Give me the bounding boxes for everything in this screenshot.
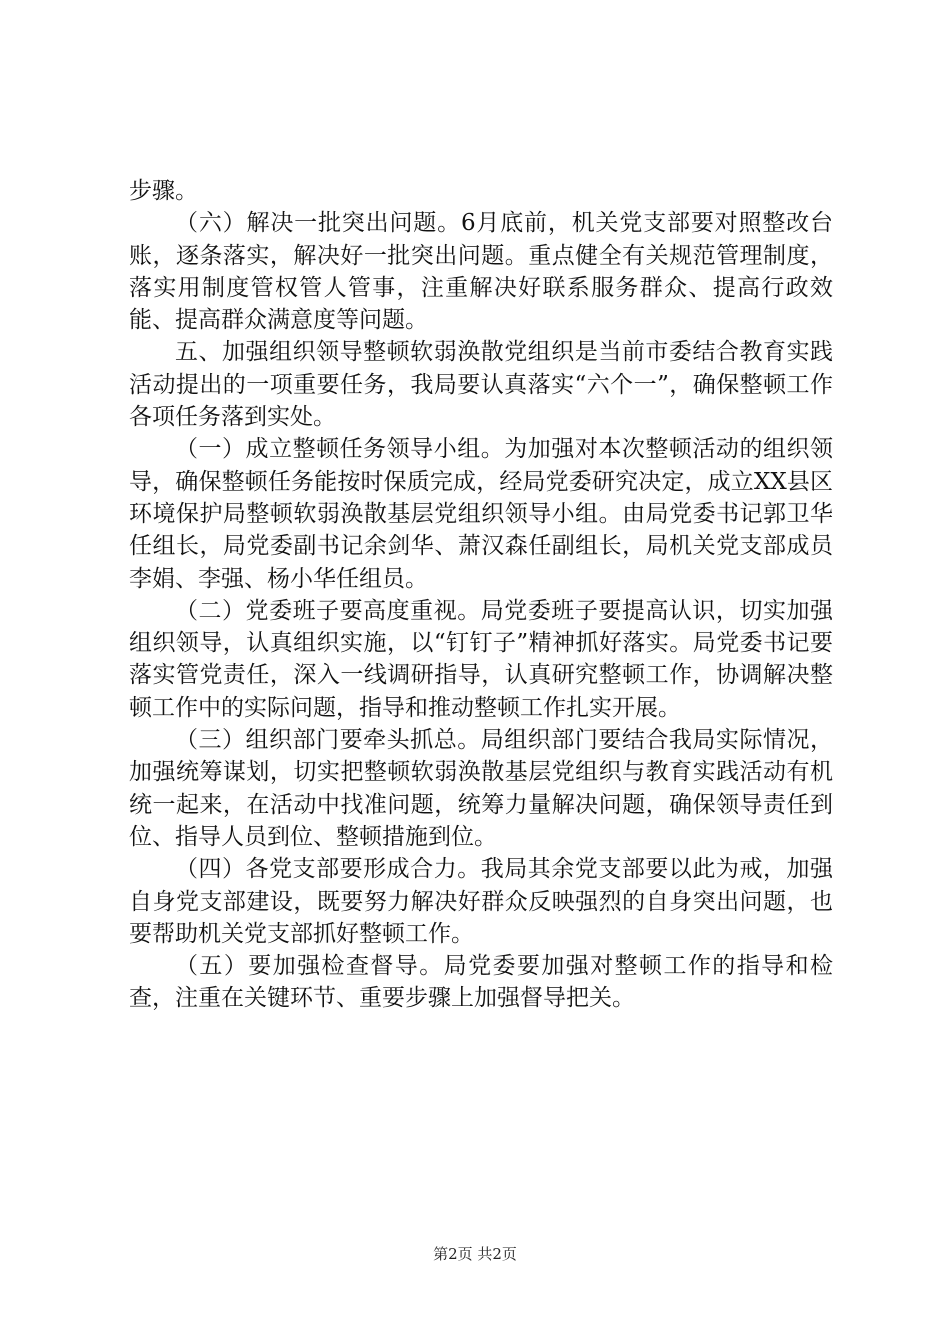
paragraph-item-5: （五）要加强检查督导。局党委要加强对整顿工作的指导和检查，注重在关键环节、重要步骤上加强督导把关。 xyxy=(129,953,833,1012)
section-heading-5: 五、加强组织领导整顿软弱涣散党组织是当前市委结合教育实践活动提出的一项重要任务，我局要认真落实“六个一”，确保整顿工作各项任务落到实处。 xyxy=(129,339,833,431)
page-footer xyxy=(0,1244,950,1264)
paragraph-item-1: （一）成立整顿任务领导小组。为加强对本次整顿活动的组织领导，确保整顿任务能按时保质完成，经局党委研究决定，成立XX县区环境保护局整顿软弱涣散基层党组织领导小组。由局党委书记郭卫华任组长，局党委副书记余剑华、萧汉森任副组长，局机关党支部成员李娟、李强、杨小华任组员。 xyxy=(129,436,833,592)
paragraph-item-3: （三）组织部门要牵头抓总。局组织部门要结合我局实际情况，加强统筹谋划，切实把整顿软弱涣散基层党组织与教育实践活动有机统一起来，在活动中找准问题，统筹力量解决问题，确保领导责任到位、指导人员到位、整顿措施到位。 xyxy=(129,727,833,850)
paragraph-continuation: 步骤。 xyxy=(129,178,198,204)
paragraph-item-4: （四）各党支部要形成合力。我局其余党支部要以此为戒，加强自身党支部建设，既要努力解决好群众反映强烈的自身突出问题，也要帮助机关党支部抓好整顿工作。 xyxy=(129,856,833,947)
page-number: 第2页 共2页 xyxy=(433,1245,517,1263)
paragraph-item-6: （六）解决一批突出问题。6月底前，机关党支部要对照整改台账，逐条落实，解决好一批突出问题。重点健全有关规范管理制度，落实用制度管权管人管事，注重解决好联系服务群众、提高行政效能、提高群众满意度等问题。 xyxy=(129,210,833,334)
document-body xyxy=(129,175,833,1015)
paragraph-item-2: （二）党委班子要高度重视。局党委班子要提高认识，切实加强组织领导，认真组织实施，以“钉钉子”精神抓好落实。局党委书记要落实管党责任，深入一线调研指导，认真研究整顿工作，协调解决整顿工作中的实际问题，指导和推动整顿工作扎实开展。 xyxy=(129,597,833,721)
